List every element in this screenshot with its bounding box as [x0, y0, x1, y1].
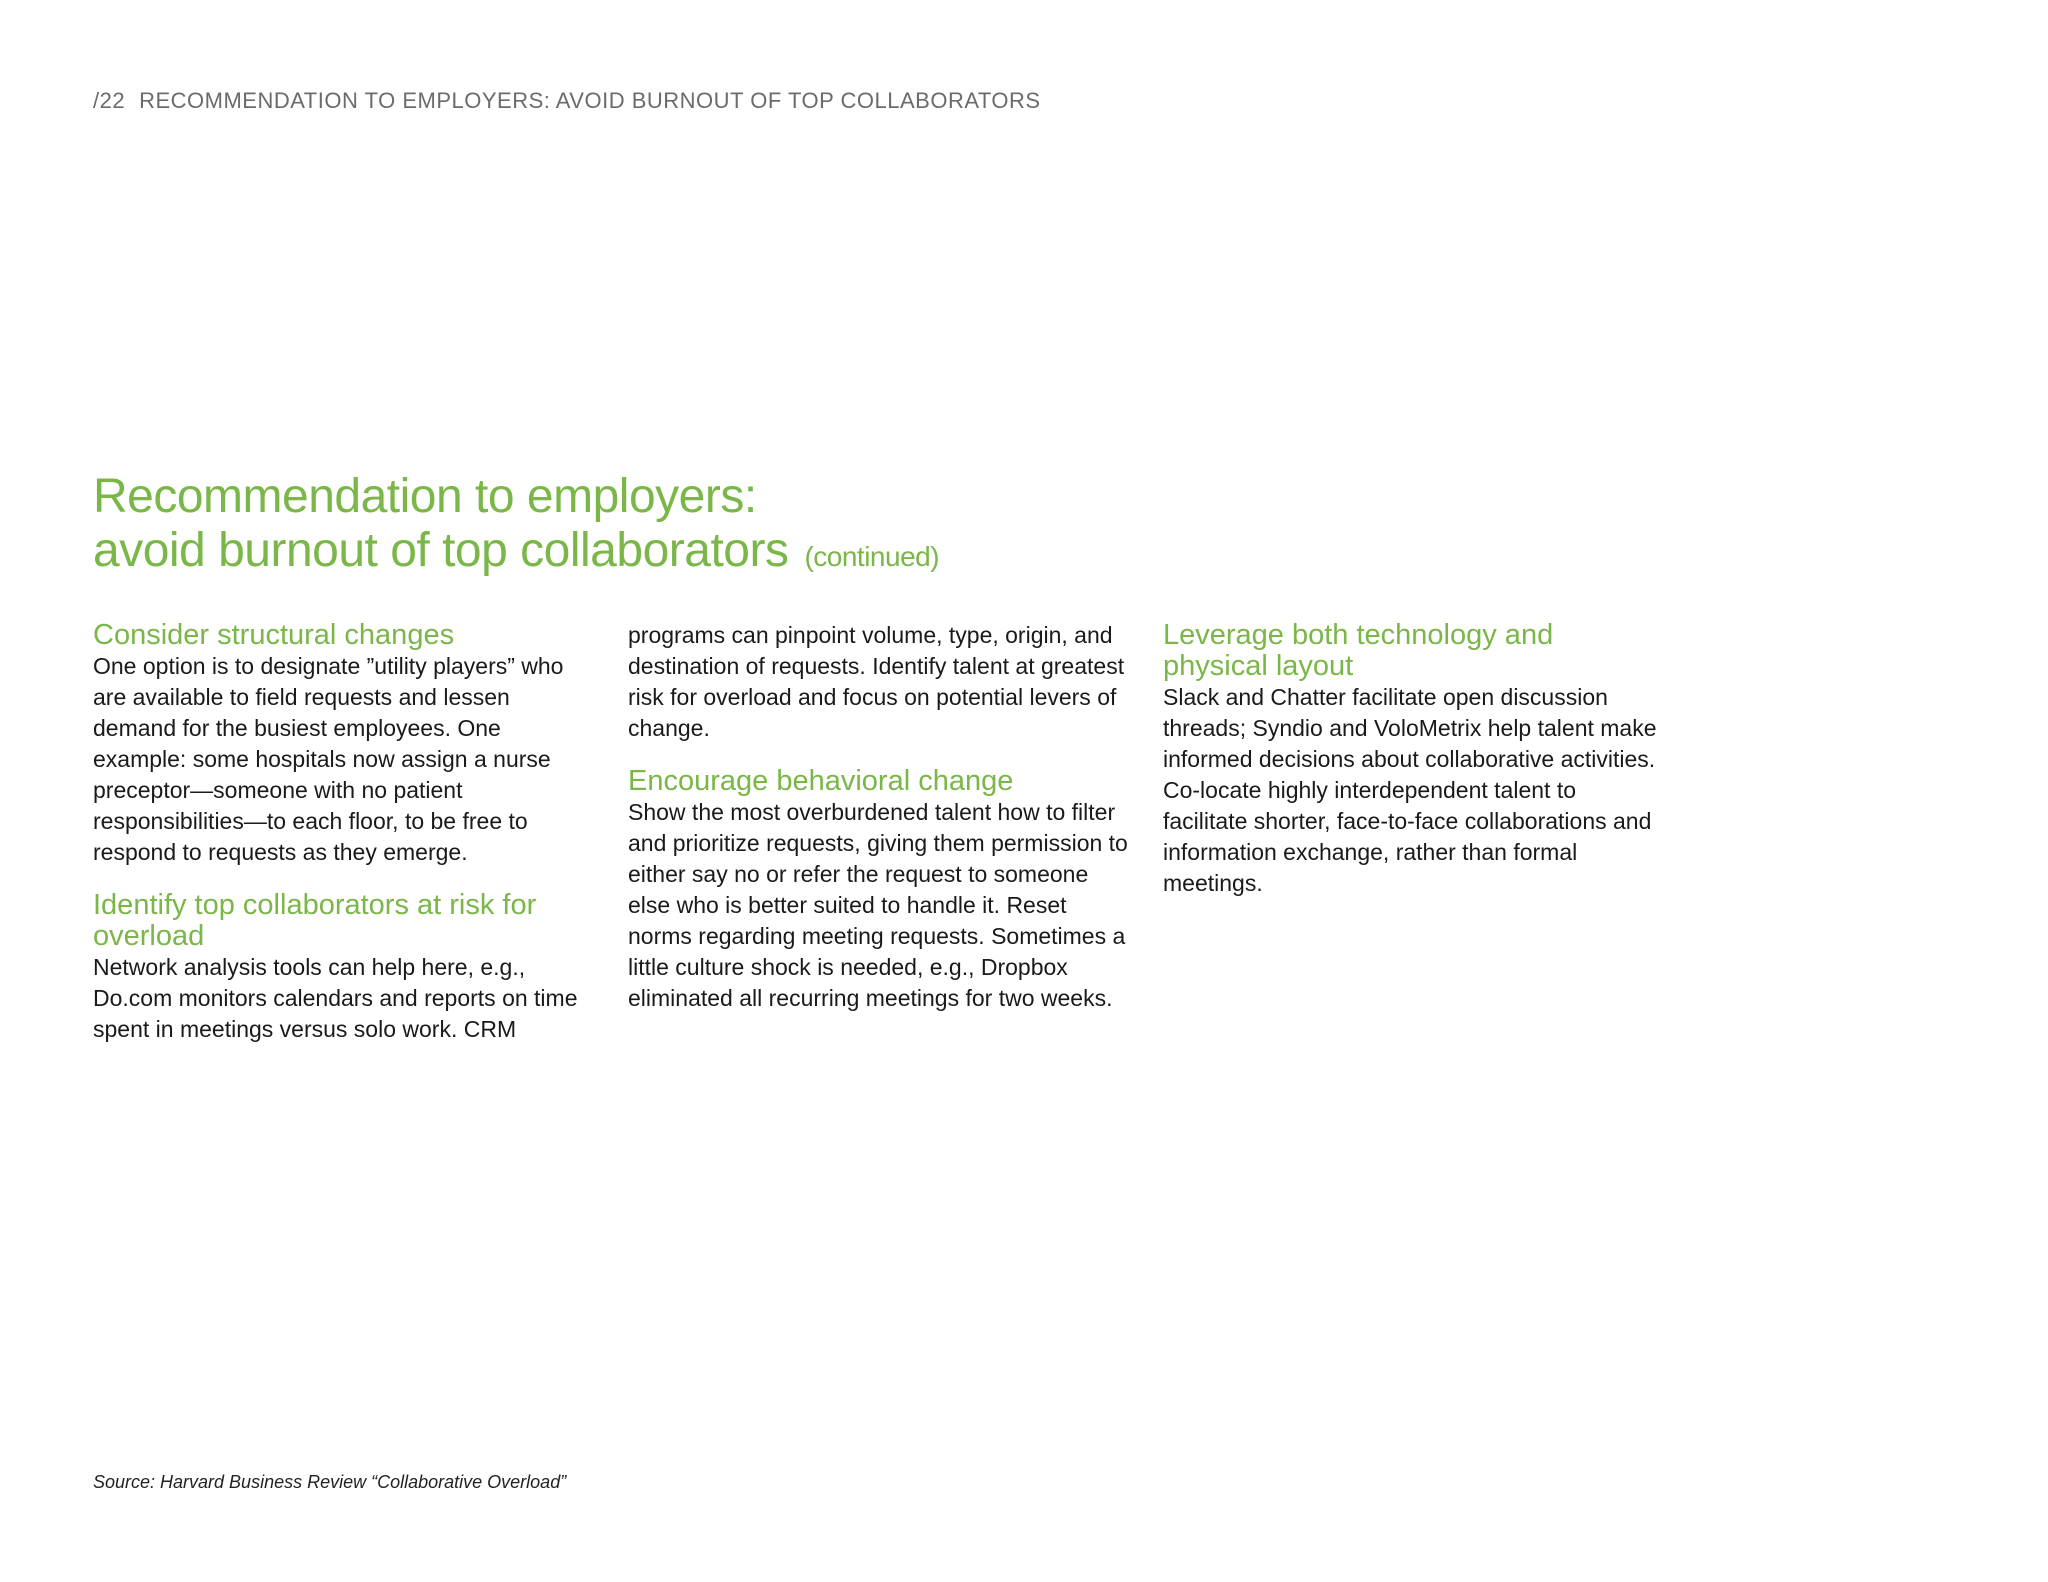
title-line-1: Recommendation to employers: — [93, 470, 757, 523]
paragraph-structural-changes: One option is to designate ”utility players” who are available to field requests and lessen demand for the busiest employees. One example: some hospitals now assign a nurse preceptor—someone with no patient responsibilities—to each floor, to be free to respond to requests as they emerge. — [93, 653, 564, 865]
title-line-2-text: avoid burnout of top collaborators — [93, 524, 789, 577]
page-number: /22 — [93, 88, 126, 113]
section-title: RECOMMENDATION TO EMPLOYERS: AVOID BURNOUT OF TOP COLLABORATORS — [139, 88, 1041, 113]
running-header — [93, 88, 1041, 114]
heading-identify-collaborators: Identify top collaborators at risk for overload — [93, 889, 537, 952]
paragraph-technology-layout: Slack and Chatter facilitate open discussion threads; Syndio and VoloMetrix help talent make informed decisions about collaborative activities. Co-locate highly interdependent talent to facilitate shorter, face-to-face collaborations and information exchange, rather than formal meetings. — [1163, 684, 1657, 896]
continued-label: (continued) — [804, 541, 940, 572]
column-1 — [93, 620, 593, 1045]
paragraph-behavioral-change: Show the most overburdened talent how to filter and prioritize requests, giving them permission to either say no or refer the request to someone else who is better suited to handle it. Reset norms regarding meeting requests. Sometimes a little culture shock is needed, e.g., Dropbox eliminated all recurring meetings for two weeks. — [628, 799, 1128, 1011]
paragraph-identify-collaborators-cont: programs can pinpoint volume, type, origin, and destination of requests. Identify talent at greatest risk for overload and focus on potential levers of change. — [628, 622, 1125, 741]
paragraph-identify-collaborators: Network analysis tools can help here, e.g., Do.com monitors calendars and reports on time spent in meetings versus solo work. CRM — [93, 954, 578, 1042]
title-line-2 — [93, 524, 939, 584]
heading-structural-changes: Consider structural changes — [93, 619, 455, 651]
page-title — [93, 470, 939, 584]
heading-behavioral-change: Encourage behavioral change — [628, 765, 1014, 797]
column-2 — [628, 620, 1128, 1014]
column-3 — [1163, 620, 1663, 899]
source-citation: Source: Harvard Business Review “Collaborative Overload” — [93, 1472, 567, 1492]
heading-technology-layout: Leverage both technology and physical layout — [1163, 619, 1554, 682]
